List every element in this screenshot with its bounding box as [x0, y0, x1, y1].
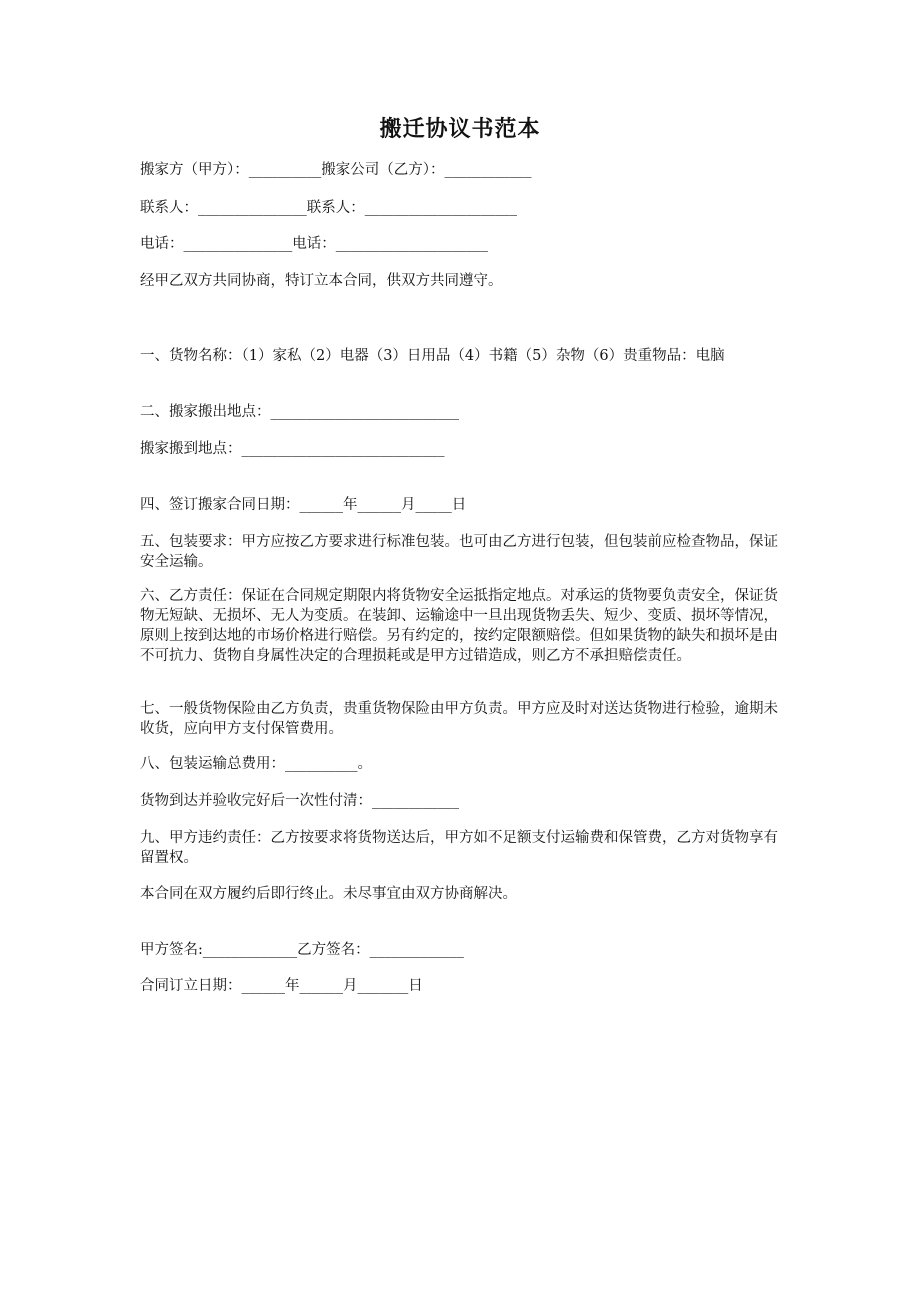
- clause-payment: 货物到达并验收完好后一次性付清：____________: [140, 793, 459, 809]
- clause-breach: 九、甲方违约责任：乙方按要求将货物送达后，甲方如不足额支付运输费和保管费，乙方对货物享有留置权。: [140, 830, 778, 866]
- clause-date: 四、签订搬家合同日期：______年______月_____日: [140, 497, 467, 513]
- clause-destination: 搬家搬到地点：____________________________: [140, 441, 445, 457]
- clause-goods: 一、货物名称：（1）家私（2）电器（3）日用品（4）书籍（5）杂物（6）贵重物品：电脑: [140, 348, 725, 364]
- phone-line: 电话：_______________电话：_____________________: [140, 236, 488, 252]
- contact-line: 联系人：_______________联系人：_____________________: [140, 200, 517, 216]
- signature-line: 甲方签名:_____________乙方签名：_____________: [140, 942, 464, 958]
- document-title: 搬迁协议书范本: [379, 117, 541, 142]
- party-line: 搬家方（甲方）：__________搬家公司（乙方）：____________: [140, 162, 532, 178]
- clause-liability: 六、乙方责任：保证在合同规定期限内将货物安全运抵指定地点。对承运的货物要负责安全，保证货物无短缺、无损坏、无人为变质。在装卸、运输途中一旦出现货物丢失、短少、变质、损坏等情况，原则上按到达地的市场价格进行赔偿。另有约定的，按约定限额赔偿。但如果货物的缺失和损坏是由不可抗力、货物自身属性决定的合理损耗或是甲方过错造成，则乙方不承担赔偿责任。: [140, 588, 778, 664]
- clause-packing: 五、包装要求：甲方应按乙方要求进行标准包装。也可由乙方进行包装，但包装前应检查物品，保证安全运输。: [140, 534, 778, 570]
- clause-insurance: 七、一般货物保险由乙方负责，贵重货物保险由甲方负责。甲方应及时对送达货物进行检验，逾期未收货，应向甲方支付保管费用。: [140, 701, 778, 737]
- clause-fee: 八、包装运输总费用：__________。: [140, 756, 372, 772]
- clause-origin: 二、搬家搬出地点：__________________________: [140, 404, 459, 420]
- termination-paragraph: 本合同在双方履约后即行终止。未尽事宜由双方协商解决。: [140, 886, 517, 902]
- intro-paragraph: 经甲乙双方共同协商，特订立本合同，供双方共同遵守。: [140, 273, 503, 289]
- contract-date-line: 合同订立日期：______年______月_______日: [140, 978, 423, 994]
